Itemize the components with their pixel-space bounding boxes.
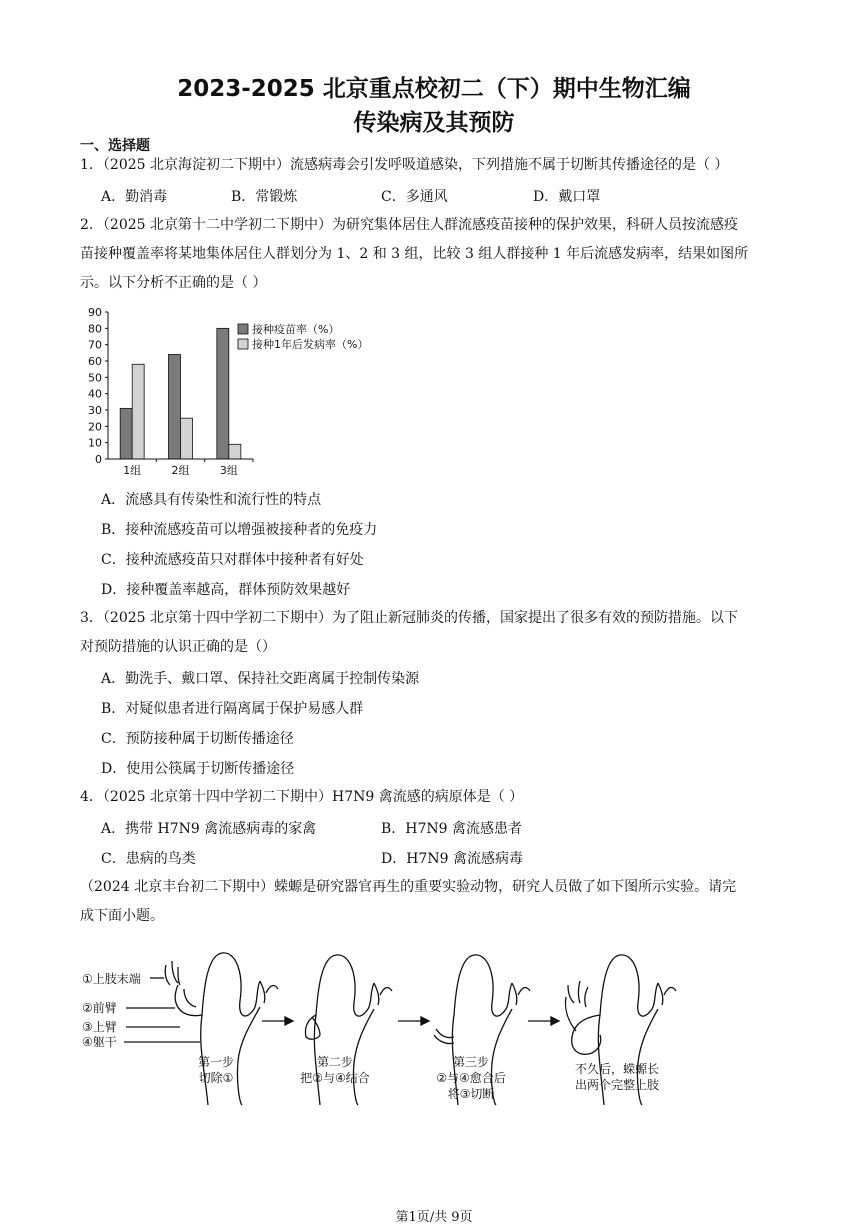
y-tick-label: 90 (88, 306, 102, 319)
q2-stem-line2: 苗接种覆盖率将某地集体居住人群划分为 1、2 和 3 组，比较 3 组人群接种 1 年后流感发病率，结果如图所 (80, 246, 749, 262)
step2-caption-line2: 把②与④结合 (300, 1071, 370, 1085)
step4-caption-line2: 出两个完整上肢 (574, 1078, 660, 1092)
q3-stem-line1: 3．（2025 北京第十四中学初二下期中）为了阻止新冠肺炎的传播，国家提出了很多有效的预防措施。以下 (80, 610, 738, 626)
q4-option-a: A．携带 H7N9 禽流感病毒的家禽 (101, 821, 317, 837)
y-tick-label: 60 (88, 355, 102, 368)
group-intro-line2: 成下面小题。 (80, 908, 164, 924)
q1-stem: 1．（2025 北京海淀初二下期中）流感病毒会引发呼吸道感染，下列措施不属于切断其传播途径的是（ ） (80, 157, 729, 173)
q2-stem-line3: 示。以下分析不正确的是（ ） (80, 275, 267, 291)
y-axis (88, 306, 108, 466)
legend-label: 接种疫苗率（%） (252, 323, 340, 336)
q4-option-c: C．患病的鸟类 (101, 851, 196, 867)
y-tick-label: 10 (88, 436, 102, 450)
legend (238, 322, 368, 351)
label-upper-arm: ③上臂 (82, 1020, 117, 1034)
q3-stem-line2: 对预防措施的认识正确的是（） (80, 639, 276, 655)
y-tick-label: 40 (88, 387, 102, 401)
q2-option-a: A．流感具有传染性和流行性的特点 (101, 492, 322, 508)
bars (120, 328, 241, 459)
label-trunk: ④躯干 (82, 1035, 117, 1049)
y-tick-label: 30 (88, 404, 102, 417)
q1-option-b: B．常锻炼 (231, 189, 298, 205)
legend-swatch (238, 339, 248, 349)
step2-caption-line1: 第二步 (316, 1055, 354, 1069)
y-tick-label: 20 (88, 420, 102, 434)
bar-incidence-rate (181, 418, 193, 459)
group-intro-line1: （2024 北京丰台初二下期中）蝾螈是研究器官再生的重要实验动物，研究人员做了如下图所示实验。请完 (80, 879, 737, 895)
step3-caption-line2: ②与④愈合后 (436, 1071, 506, 1085)
bar-incidence-rate (229, 444, 241, 459)
q3-option-b: B．对疑似患者进行隔离属于保护易感人群 (101, 701, 364, 717)
q2-option-b: B．接种流感疫苗可以增强被接种者的免疫力 (101, 522, 378, 538)
x-tick-label: 2组 (171, 464, 190, 477)
q4-stem: 4．（2025 北京第十四中学初二下期中）H7N9 禽流感的病原体是（ ） (80, 789, 524, 805)
page-subtitle: 传染病及其预防 (353, 110, 515, 136)
q4-option-b: B．H7N9 禽流感患者 (381, 821, 523, 837)
q3-option-c: C．预防接种属于切断传播途径 (101, 731, 294, 747)
y-tick-label: 70 (88, 338, 102, 352)
y-tick-label: 80 (88, 322, 102, 336)
page-footer: 第1页/共 9页 (395, 1210, 473, 1225)
legend-label: 接种1年后发病率（%） (252, 338, 369, 351)
bar-chart (80, 302, 400, 484)
bar-vaccination-rate (217, 328, 229, 459)
step4-caption-line1: 不久后，蝾螈长 (574, 1062, 660, 1076)
section-title: 一、选择题 (80, 138, 150, 154)
q1-option-d: D．戴口罩 (533, 189, 601, 205)
x-tick-label: 1组 (123, 464, 142, 477)
q4-option-d: D．H7N9 禽流感病毒 (381, 851, 523, 867)
q1-option-c: C．多通风 (381, 189, 448, 205)
q3-option-d: D．使用公筷属于切断传播途径 (101, 761, 295, 777)
step3-caption-line1: 第三步 (452, 1055, 490, 1069)
bar-incidence-rate (132, 364, 144, 459)
bar-vaccination-rate (120, 408, 132, 459)
bar-vaccination-rate (169, 354, 181, 459)
q1-option-a: A．勤消毒 (101, 189, 168, 205)
step1-caption-line1: 第一步 (197, 1055, 235, 1069)
label-forearm: ②前臂 (82, 1001, 117, 1015)
page-title: 2023-2025 北京重点校初二（下）期中生物汇编 (177, 76, 691, 102)
step3-caption-line3: 将③切断 (447, 1087, 495, 1101)
y-tick-label: 0 (95, 453, 102, 466)
regeneration-diagram (80, 945, 700, 1110)
arrow-1-head (285, 1017, 293, 1025)
q3-option-a: A．勤洗手、戴口罩、保持社交距离属于控制传染源 (101, 671, 420, 687)
q2-stem-line1: 2．（2025 北京第十二中学初二下期中）为研究集体居住人群流感疫苗接种的保护效果，科研人员按流感疫 (80, 217, 738, 233)
x-axis (108, 459, 253, 477)
legend-swatch (238, 324, 248, 334)
step1-caption-line2: 切除① (198, 1071, 234, 1085)
x-tick-label: 3组 (219, 464, 238, 477)
arrow-3-head (551, 1017, 559, 1025)
label-limb-end: ①上肢末端 (82, 972, 141, 986)
arrow-2-head (421, 1017, 429, 1025)
y-tick-label: 50 (88, 371, 102, 385)
q2-option-d: D．接种覆盖率越高，群体预防效果越好 (101, 582, 351, 598)
q2-option-c: C．接种流感疫苗只对群体中接种者有好处 (101, 552, 364, 568)
